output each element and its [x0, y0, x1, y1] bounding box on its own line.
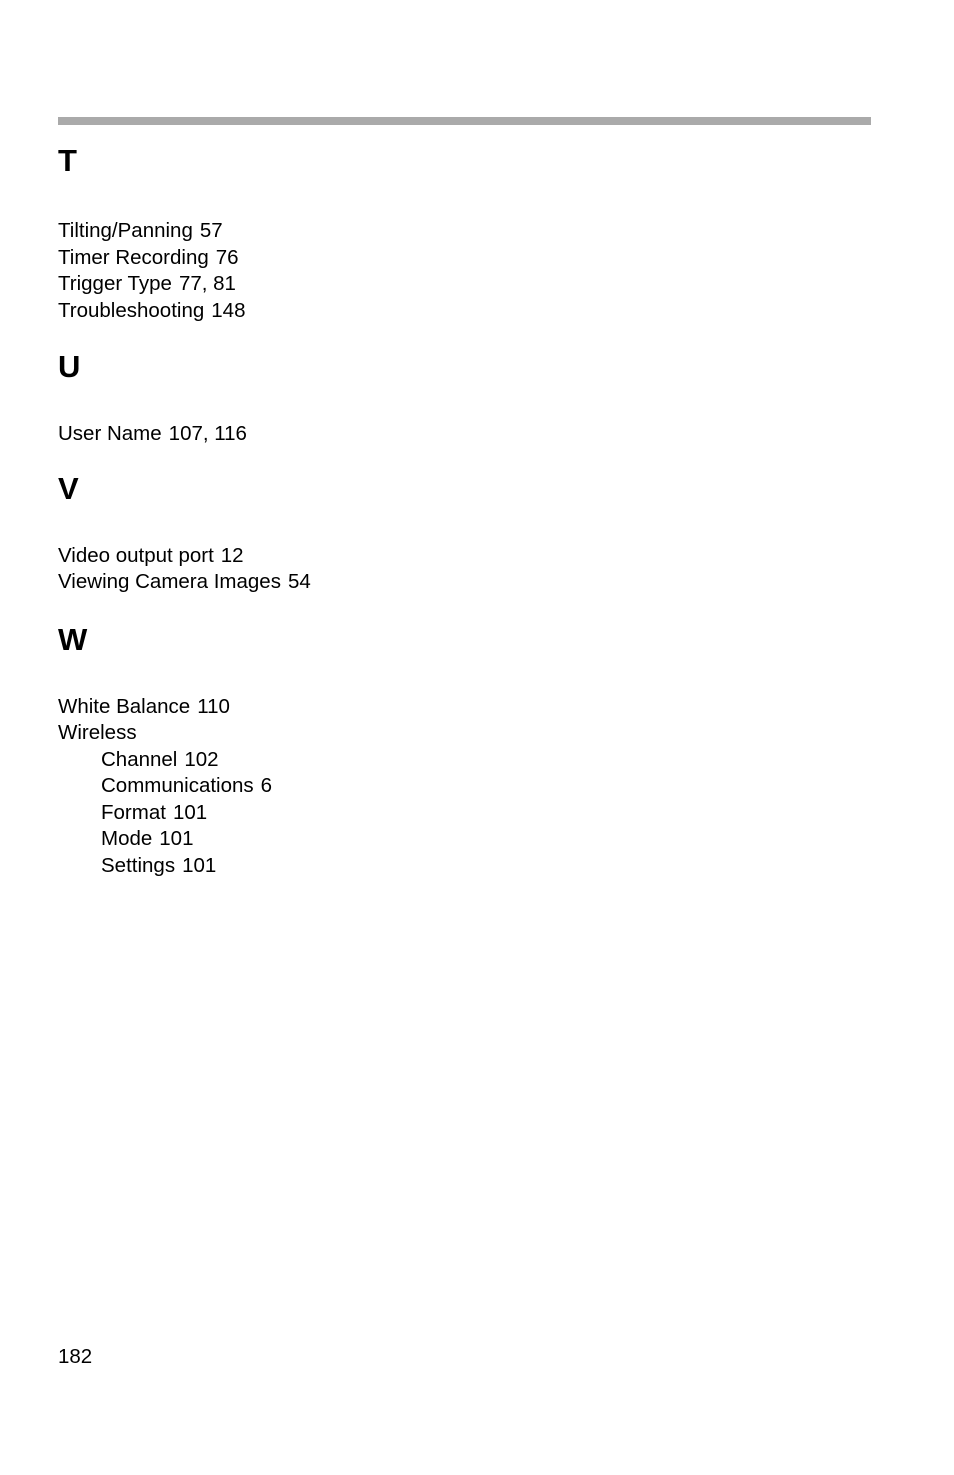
index-section-t [58, 143, 871, 324]
entry-pages: 101 [159, 827, 194, 850]
entry-pages: 101 [172, 800, 208, 824]
index-section-v [58, 471, 871, 596]
entry-term: Channel [101, 747, 178, 771]
index-entry [58, 569, 871, 596]
entry-term: White Balance [58, 694, 191, 718]
entry-term: Wireless [58, 721, 137, 744]
entry-pages: 101 [182, 853, 217, 877]
entry-pages: 77, 81 [178, 272, 236, 295]
index-entry [58, 298, 871, 325]
entry-term: Troubleshooting [58, 298, 205, 322]
entry-term: Tilting/Panning [58, 219, 193, 242]
entry-term: Communications [101, 774, 254, 797]
entry-term: Timer Recording [58, 245, 209, 269]
section-letter: W [58, 621, 88, 657]
page-number: 182 [58, 1345, 93, 1368]
top-divider-rule [58, 117, 871, 125]
entry-term: Video output port [58, 543, 214, 567]
entry-pages: 12 [220, 543, 244, 567]
entry-term: Trigger Type [58, 272, 172, 295]
entry-term: User Name [58, 422, 162, 445]
index-section-u [58, 349, 871, 448]
index-subentry [58, 853, 871, 880]
entry-list [58, 694, 871, 880]
index-section-w [58, 622, 871, 880]
section-letter: U [58, 349, 81, 384]
index-entry [58, 271, 871, 298]
entry-pages: 102 [184, 747, 219, 771]
section-letter: V [58, 470, 79, 506]
index-subentry [58, 773, 871, 800]
index-entry [58, 720, 871, 747]
index-content [58, 125, 871, 879]
index-subentry [58, 800, 871, 827]
entry-term: Viewing Camera Images [58, 570, 281, 593]
entry-pages: 6 [260, 774, 273, 797]
entry-term: Mode [101, 827, 153, 850]
section-letter: T [58, 143, 77, 178]
entry-list [58, 218, 871, 324]
entry-list [58, 421, 871, 448]
entry-pages: 148 [211, 298, 246, 322]
entry-pages: 76 [215, 245, 239, 269]
index-subentry [58, 826, 871, 853]
entry-pages: 110 [197, 694, 230, 718]
entry-pages: 107, 116 [168, 422, 247, 445]
entry-list [58, 543, 871, 596]
index-entry [58, 543, 871, 570]
index-entry [58, 421, 871, 448]
index-entry [58, 694, 871, 721]
entry-term: Format [101, 800, 166, 824]
index-entry [58, 245, 871, 272]
entry-pages: 57 [199, 219, 223, 242]
entry-pages: 54 [287, 570, 311, 593]
index-subentry [58, 747, 871, 774]
entry-term: Settings [101, 853, 176, 877]
index-entry [58, 218, 871, 245]
